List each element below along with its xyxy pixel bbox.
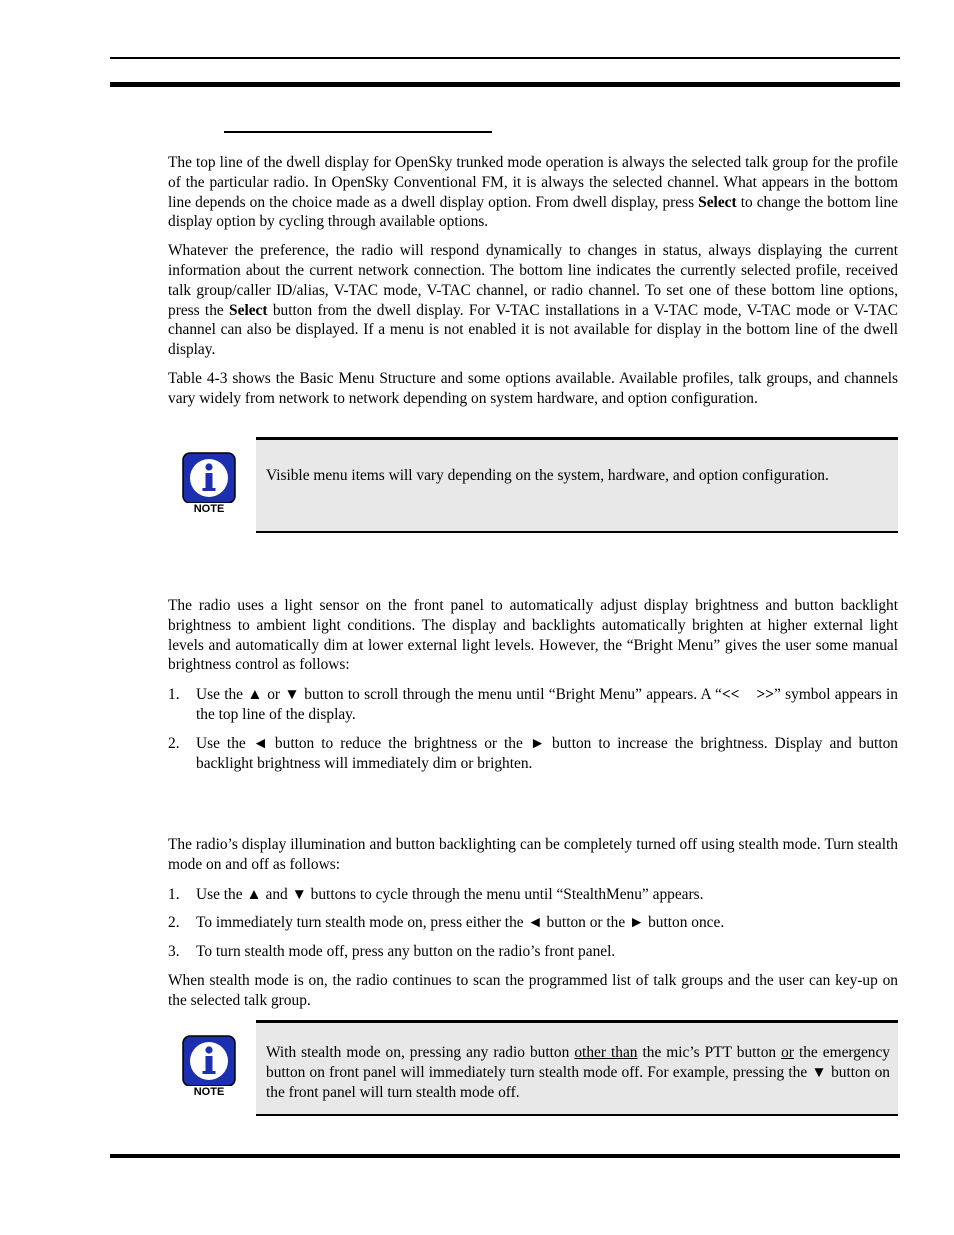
note-info-icon <box>181 451 237 517</box>
header-rule-thin <box>110 57 900 59</box>
paragraph: The radio uses a light sensor on the front panel to automatically adjust display brightness and button backlight brightness to ambient light conditions. The display and backlights automatically brighten at higher external light levels and automatically dim at lower external light levels. However, the “Bright Menu” gives the user some manual brightness control as follows: <box>168 597 898 674</box>
note-text: Visible menu items will vary depending on the system, hardware, and option configuration. <box>266 467 829 484</box>
paragraph: The top line of the dwell display for OpenSky trunked mode operation is always the selected talk group for the profile of the particular radio. In OpenSky Conventional FM, it is always the selected channel. What appears in the bottom line depends on the choice made as a dwell display option. From dwell display, press Select to change the bottom line display option by cycling through available options. <box>168 154 898 231</box>
note-text: With stealth mode on, pressing any radio button other than the mic’s PTT button or the emergency button on front panel will immediately turn stealth mode off. For example, pressing the ▼ button on the front panel will turn stealth mode off. <box>266 1044 890 1101</box>
paragraph: When stealth mode is on, the radio continues to scan the programmed list of talk groups and the user can key-up on the selected talk group. <box>168 971 898 1009</box>
section-heading-underline <box>224 131 492 133</box>
list-item: 2. To immediately turn stealth mode on, press either the ◄ button or the ► button once. <box>168 914 725 932</box>
list-item: 1. Use the ▲ and ▼ buttons to cycle through the menu until “StealthMenu” appears. <box>168 885 704 903</box>
list-item: 2. Use the ◄ button to reduce the brightness or the ► button to increase the brightness. Display and button backlight brightness will immediately dim or brighten. <box>168 734 898 772</box>
list-item: 3. To turn stealth mode off, press any button on the radio’s front panel. <box>168 943 616 961</box>
header-rule-thick <box>110 82 900 87</box>
note-box <box>256 437 898 533</box>
dwell-display-section <box>168 153 898 409</box>
stealth-section <box>168 835 898 1011</box>
brightness-section <box>168 596 898 773</box>
paragraph: Whatever the preference, the radio will respond dynamically to changes in status, always displaying the current information about the current network connection. The bottom line indicates the currently selected profile, received talk group/caller ID/alias, V-TAC mode, V-TAC channel, or radio channel. To set one of these bottom line options, press the Select button from the dwell display. For V-TAC installations in a V-TAC mode, V-TAC mode or V-TAC channel can also be displayed. If a menu is not enabled it is not available for display in the bottom line of the dwell display. <box>168 242 898 359</box>
note-box <box>256 1020 898 1116</box>
paragraph: The radio’s display illumination and button backlighting can be completely turned off using stealth mode. Turn stealth mode on and off as follows: <box>168 836 898 873</box>
note-label: NOTE <box>193 503 225 515</box>
footer-rule <box>110 1154 900 1158</box>
list-item: 1. Use the ▲ or ▼ button to scroll through the menu until “Bright Menu” appears. A “<< >>” symbol appears in the top line of the display. <box>168 686 898 723</box>
note-info-icon <box>181 1034 237 1100</box>
paragraph: Table 4-3 shows the Basic Menu Structure and some options available. Available profiles, talk groups, and channels vary widely from network to network depending on system hardware, and option configuration. <box>168 369 898 407</box>
note-label: NOTE <box>193 1086 225 1098</box>
